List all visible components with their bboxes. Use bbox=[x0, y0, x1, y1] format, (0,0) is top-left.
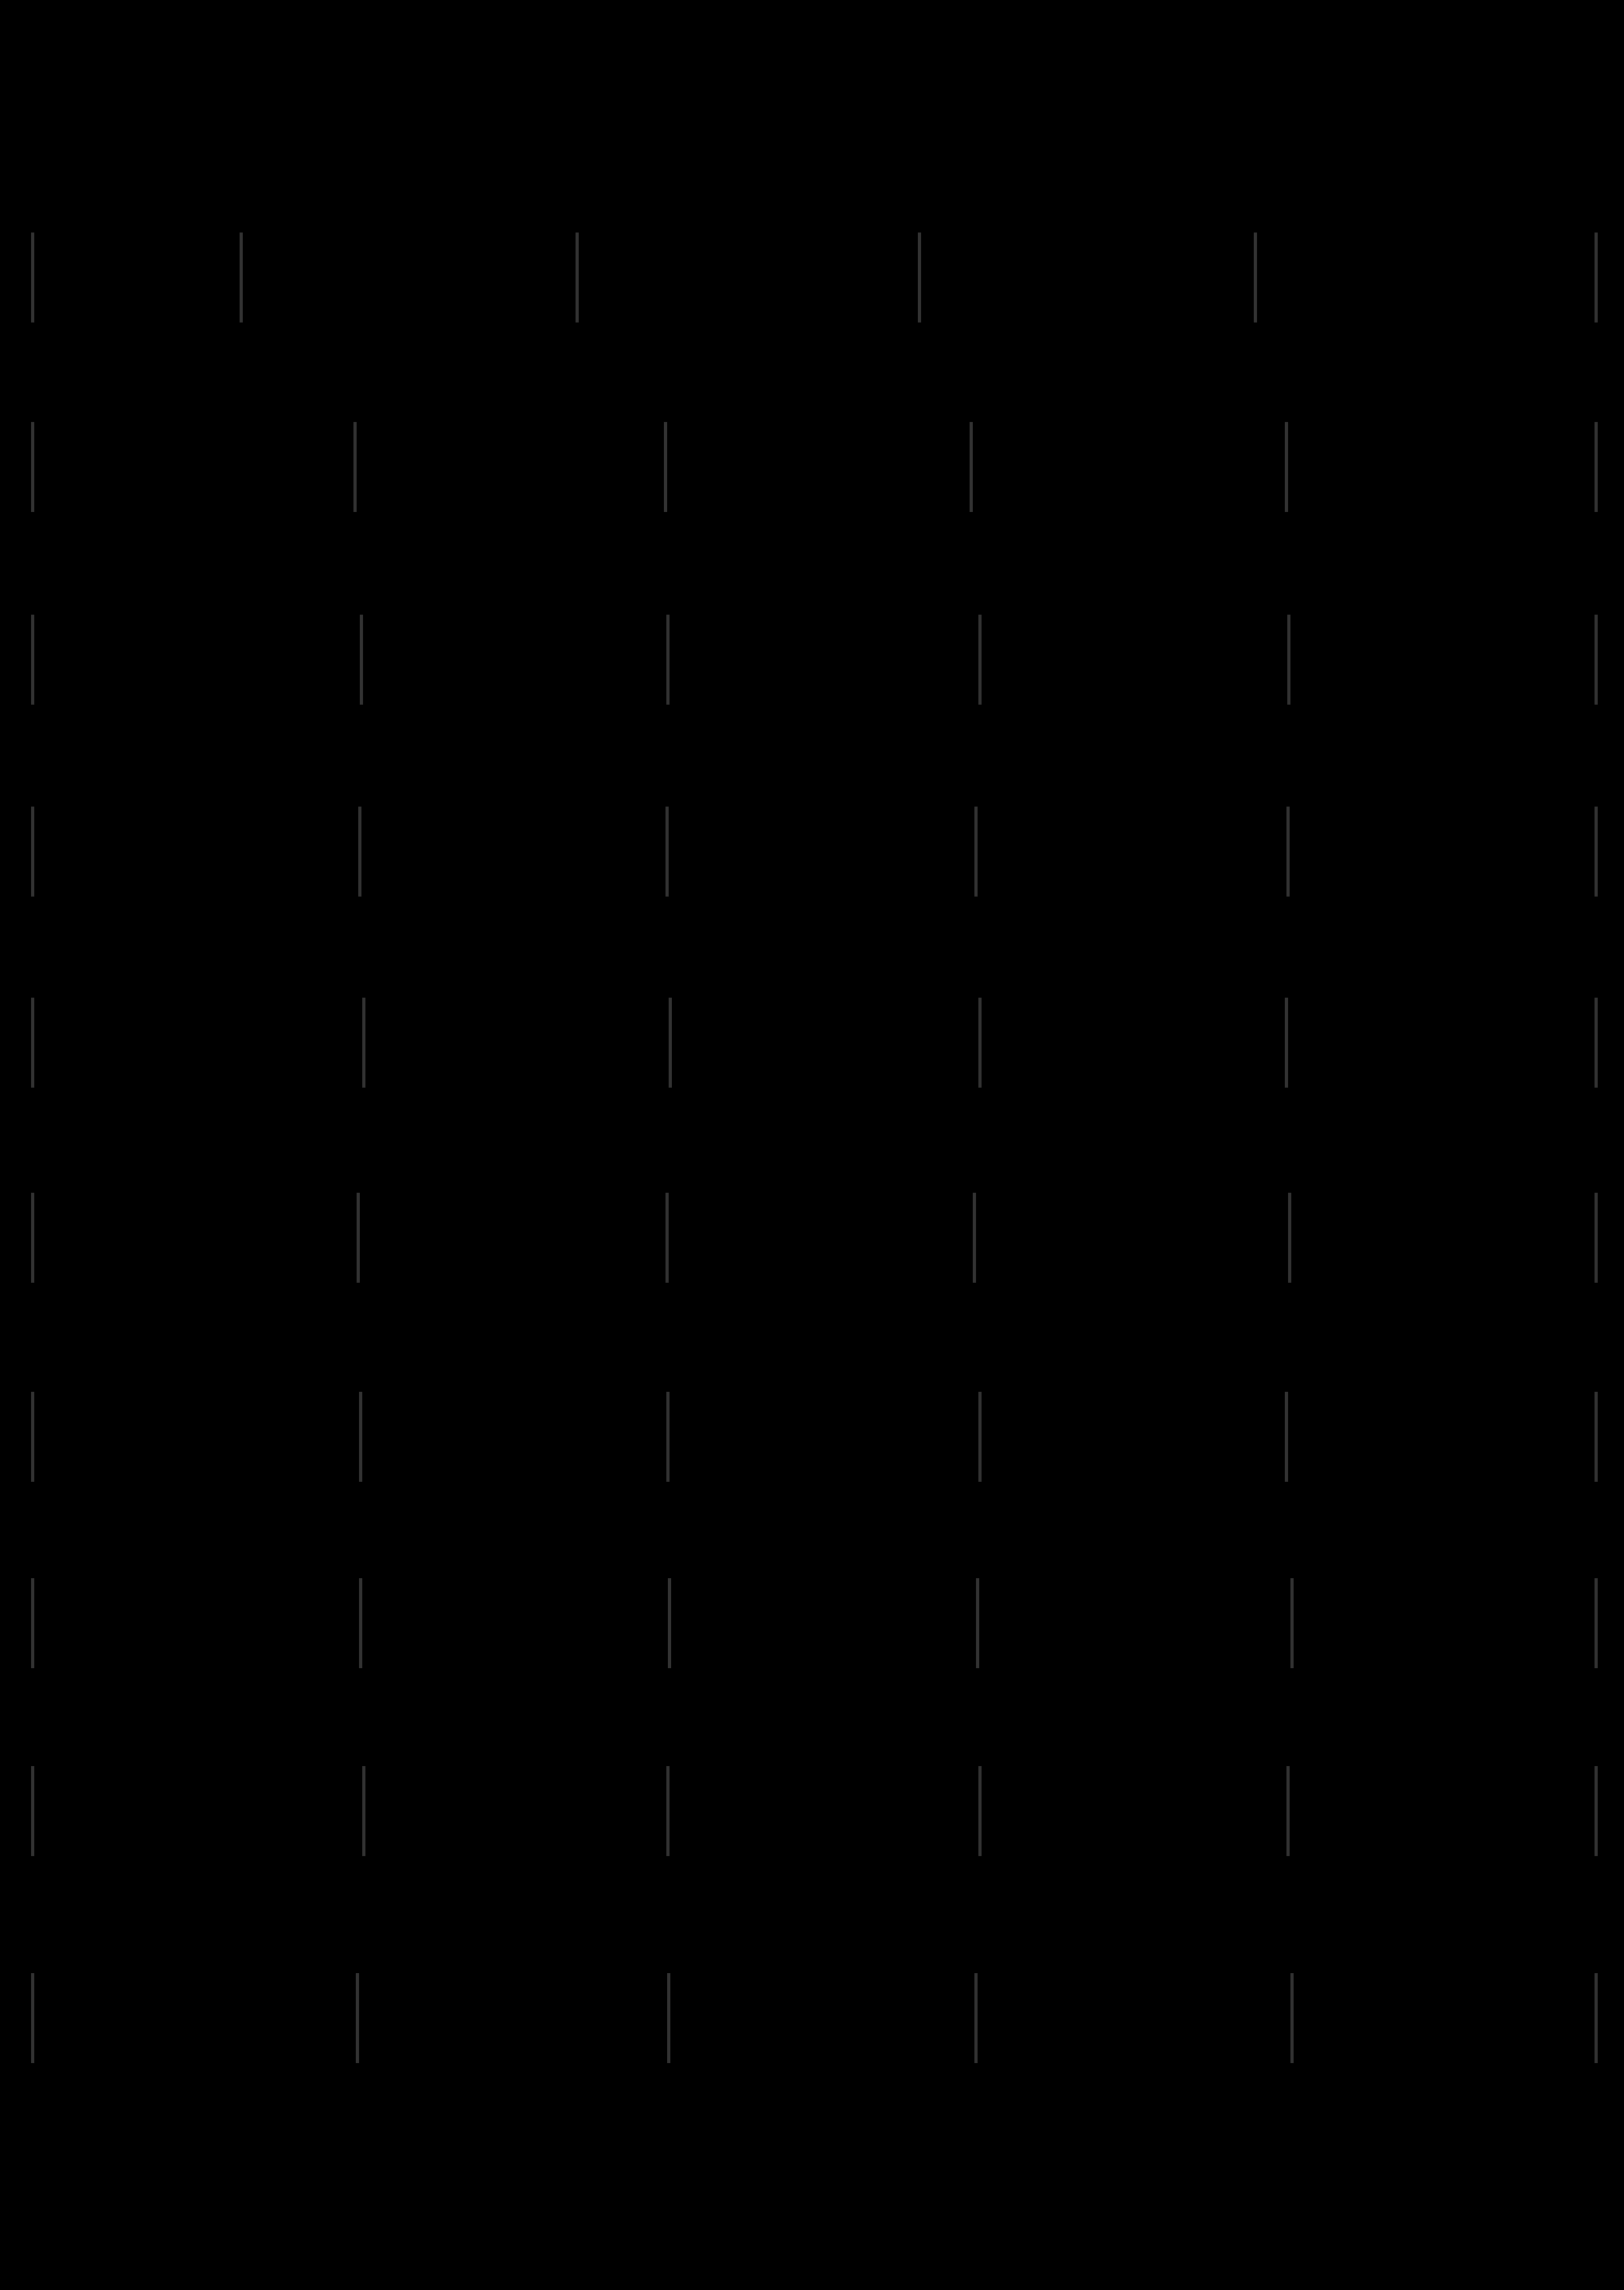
measure-barline bbox=[31, 422, 34, 512]
measure-barline bbox=[974, 1973, 978, 2063]
measure-barline bbox=[1595, 422, 1598, 512]
measure-barline bbox=[666, 807, 669, 897]
measure-barline bbox=[1595, 807, 1598, 897]
measure-barline bbox=[1254, 233, 1257, 322]
measure-barline bbox=[31, 1578, 34, 1668]
measure-barline bbox=[1286, 807, 1290, 897]
measure-barline bbox=[667, 1973, 670, 2063]
measure-barline bbox=[666, 1392, 670, 1482]
measure-barline bbox=[1595, 1973, 1598, 2063]
measure-barline bbox=[973, 1193, 976, 1283]
measure-barline bbox=[978, 1766, 982, 1856]
measure-barline bbox=[1288, 1193, 1291, 1283]
measure-barline bbox=[978, 615, 982, 705]
measure-barline bbox=[356, 1973, 359, 2063]
measure-barline bbox=[31, 615, 34, 705]
measure-barline bbox=[358, 807, 361, 897]
measure-barline bbox=[1287, 615, 1290, 705]
measure-barline bbox=[362, 1766, 365, 1856]
measure-barline bbox=[240, 233, 243, 322]
measure-barline bbox=[360, 615, 363, 705]
measure-barline bbox=[353, 422, 357, 512]
measure-barline bbox=[664, 422, 667, 512]
measure-barline bbox=[918, 233, 921, 322]
measure-barline bbox=[359, 1578, 362, 1668]
measure-barline bbox=[1595, 615, 1598, 705]
measure-barline bbox=[31, 998, 34, 1088]
measure-barline bbox=[1595, 998, 1598, 1088]
measure-barline bbox=[1595, 1578, 1598, 1668]
measure-barline bbox=[1286, 1766, 1290, 1856]
measure-barline bbox=[978, 1392, 982, 1482]
measure-barline bbox=[1595, 1392, 1598, 1482]
measure-barline bbox=[576, 233, 579, 322]
measure-barline bbox=[1290, 1578, 1294, 1668]
measure-barline bbox=[1290, 1973, 1294, 2063]
measure-barline bbox=[970, 422, 973, 512]
measure-barline bbox=[31, 807, 34, 897]
measure-barline bbox=[359, 1392, 362, 1482]
measure-barline bbox=[978, 998, 982, 1088]
measure-barline bbox=[362, 998, 365, 1088]
measure-barline bbox=[357, 1193, 360, 1283]
measure-barline bbox=[31, 1392, 34, 1482]
measure-barline bbox=[1285, 422, 1288, 512]
measure-barline bbox=[1285, 1392, 1288, 1482]
measure-barline bbox=[1595, 233, 1598, 322]
measure-barline bbox=[1595, 1193, 1598, 1283]
measure-barline bbox=[666, 1193, 669, 1283]
measure-barline bbox=[976, 1578, 979, 1668]
measure-barline bbox=[1595, 1766, 1598, 1856]
measure-barline bbox=[666, 615, 670, 705]
measure-barline bbox=[31, 233, 34, 322]
measure-barline bbox=[1285, 998, 1288, 1088]
measure-barline bbox=[31, 1193, 34, 1283]
measure-barline bbox=[974, 807, 978, 897]
measure-barline bbox=[668, 1578, 671, 1668]
measure-barline bbox=[666, 1766, 670, 1856]
measure-barline bbox=[669, 998, 672, 1088]
measure-barline bbox=[31, 1973, 34, 2063]
measure-barline bbox=[31, 1766, 34, 1856]
